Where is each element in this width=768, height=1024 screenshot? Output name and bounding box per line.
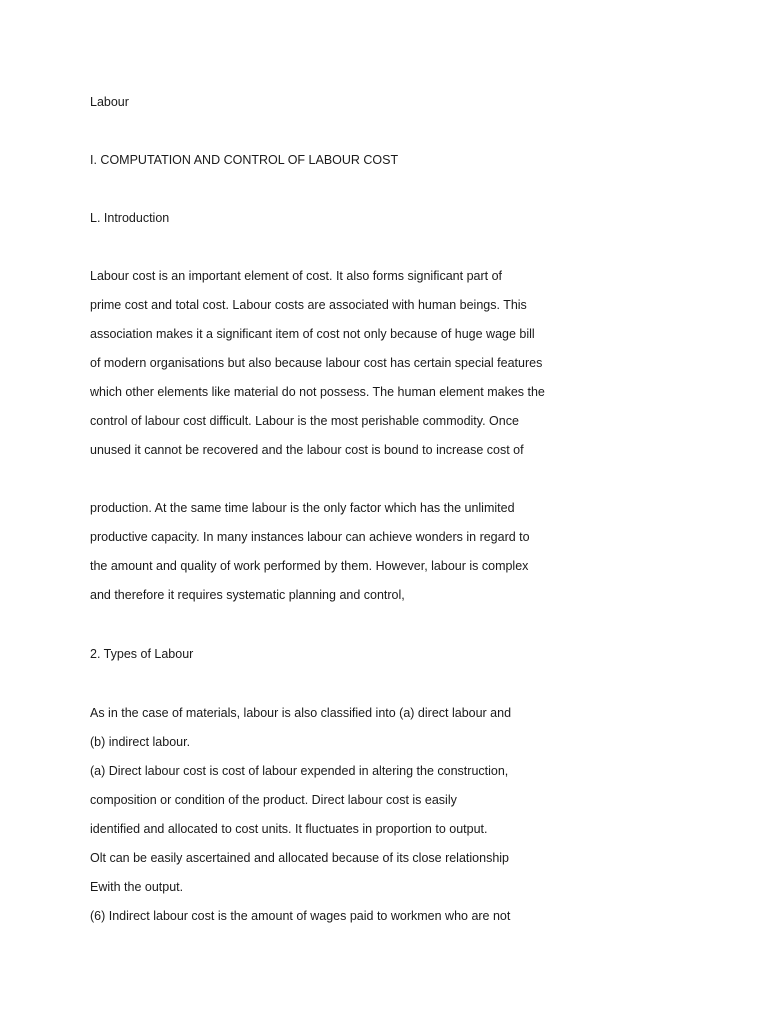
paragraph-line: control of labour cost difficult. Labour is the most perishable commodity. Once [90,414,519,428]
paragraph-line: of modern organisations but also because labour cost has certain special features [90,356,543,370]
paragraph-line: Olt can be easily ascertained and allocated because of its close relationship [90,851,510,865]
document-heading: Labour [90,95,129,109]
subsection-types-title: 2. Types of Labour [90,647,194,661]
paragraph-line: which other elements like material do not possess. The human element makes the [90,385,545,399]
section-title: I. COMPUTATION AND CONTROL OF LABOUR COST [90,153,399,167]
paragraph-line: the amount and quality of work performed by them. However, labour is complex [90,559,529,573]
paragraph-line: productive capacity. In many instances labour can achieve wonders in regard to [90,530,530,544]
paragraph-line: production. At the same time labour is the only factor which has the unlimited [90,501,515,515]
paragraph-line: identified and allocated to cost units. It fluctuates in proportion to output. [90,822,488,836]
paragraph-line: unused it cannot be recovered and the labour cost is bound to increase cost of [90,443,524,457]
paragraph-line: association makes it a significant item of cost not only because of huge wage bill [90,327,535,341]
paragraph-line: (6) Indirect labour cost is the amount of wages paid to workmen who are not [90,909,511,923]
paragraph-line: (a) Direct labour cost is cost of labour expended in altering the construction, [90,764,509,778]
paragraph-line: As in the case of materials, labour is also classified into (a) direct labour and [90,706,512,720]
paragraph-line: composition or condition of the product. Direct labour cost is easily [90,793,457,807]
paragraph-line: and therefore it requires systematic planning and control, [90,588,405,602]
paragraph-line: Labour cost is an important element of cost. It also forms significant part of [90,269,502,283]
subsection-introduction-title: L. Introduction [90,211,170,225]
paragraph-line: (b) indirect labour. [90,735,191,749]
paragraph-line: Ewith the output. [90,880,184,894]
paragraph-line: prime cost and total cost. Labour costs are associated with human beings. This [90,298,527,312]
